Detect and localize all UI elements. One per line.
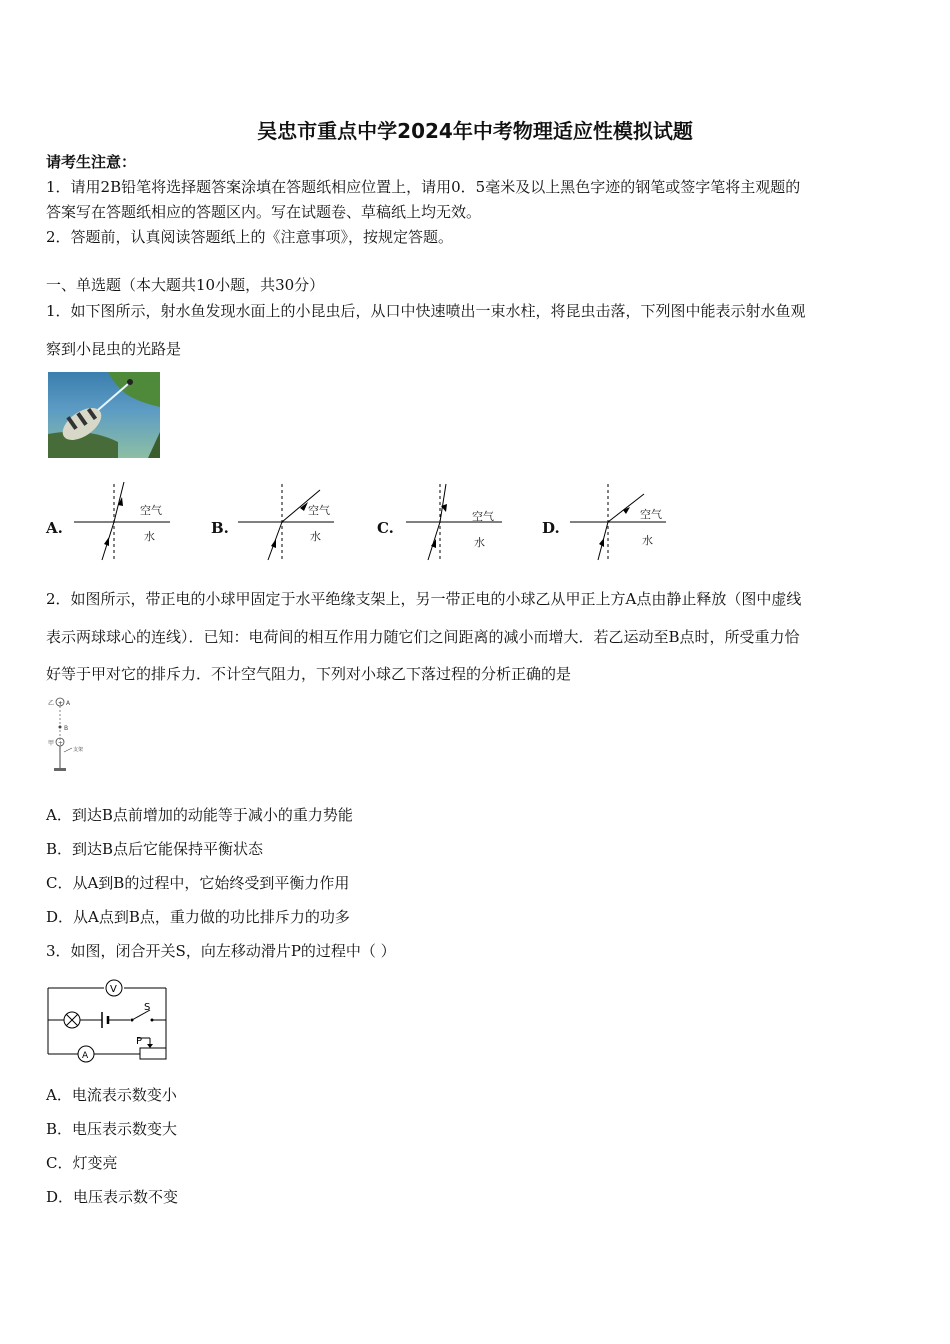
section-heading: 一、单选题（本大题共10小题，共30分） [46, 276, 325, 294]
air-label: 空气 [140, 504, 162, 517]
ball-yi-label: 乙 [48, 700, 55, 707]
archer-fish-photo [48, 372, 160, 458]
rheostat-icon [140, 1048, 166, 1059]
q2-stem-line-2: 表示两球球心的连线）．已知：电荷间的相互作用力随它们之间距离的减小而增大．若乙运动至B点时，所受重力恰 [46, 628, 800, 646]
q1-option-d-letter: D. [542, 519, 560, 537]
svg-text:+: + [58, 700, 64, 707]
q2-option-d: D．从A点到B点，重力做的功比排斥力的功多 [46, 908, 350, 926]
air-label: 空气 [308, 504, 330, 517]
ammeter-label: A [82, 1051, 89, 1061]
q2-option-a: A．到达B点前增加的动能等于减小的重力势能 [46, 806, 353, 824]
notice-item-1-line-2: 答案写在答题纸相应的答题区内。写在试题卷、草稿纸上均无效。 [46, 203, 482, 221]
water-label: 水 [642, 534, 653, 547]
q1-option-c-letter: C. [377, 519, 394, 537]
q1-option-b-letter: B. [211, 519, 229, 537]
q3-option-d: D．电压表示数不变 [46, 1188, 179, 1206]
q2-stem-line-1: 2．如图所示，带正电的小球甲固定于水平绝缘支架上，另一带正电的小球乙从甲正上方A点由静止释放（图中虚线 [46, 590, 802, 608]
support-label: 支架 [73, 747, 84, 753]
q3-option-c: C．灯变亮 [46, 1154, 118, 1172]
point-b-label: B [64, 725, 69, 732]
air-label: 空气 [472, 510, 494, 523]
q2-charged-balls-figure [46, 694, 96, 776]
q3-option-b: B．电压表示数变大 [46, 1120, 178, 1138]
notice-item-1-line-1: 1．请用2B铅笔将选择题答案涂填在答题纸相应位置上，请用0．5毫米及以上黑色字迹的钢笔或签字笔将主观题的 [46, 178, 801, 196]
q2-option-b: B．到达B点后它能保持平衡状态 [46, 840, 264, 858]
water-label: 水 [474, 536, 485, 549]
q3-circuit-diagram [44, 976, 172, 1064]
q1-option-d-diagram [568, 480, 668, 564]
q2-stem-line-3: 好等于甲对它的排斥力．不计空气阻力，下列对小球乙下落过程的分析正确的是 [46, 665, 572, 683]
notice-item-2: 2．答题前，认真阅读答题纸上的《注意事项》，按规定答题。 [46, 228, 454, 246]
q1-option-c-diagram [404, 480, 504, 564]
point-a-label: A [66, 700, 71, 707]
q1-option-a-diagram [72, 480, 172, 564]
svg-text:+: + [58, 740, 64, 747]
air-label: 空气 [640, 508, 662, 521]
q1-stem-line-2: 察到小昆虫的光路是 [46, 340, 182, 358]
water-label: 水 [144, 530, 155, 543]
q2-option-c: C．从A到B的过程中，它始终受到平衡力作用 [46, 874, 350, 892]
q3-option-a: A．电流表示数变小 [46, 1086, 177, 1104]
q1-option-a-letter: A. [46, 519, 63, 537]
switch-label: S [144, 1002, 151, 1013]
q1-option-b-diagram [236, 480, 336, 564]
water-label: 水 [310, 530, 321, 543]
page-title: 吴忠市重点中学2024年中考物理适应性模拟试题 [257, 119, 693, 143]
q3-stem: 3．如图，闭合开关S，向左移动滑片P的过程中（ ） [46, 942, 396, 960]
ball-jia-label: 甲 [48, 740, 55, 747]
notice-heading: 请考生注意： [46, 153, 137, 171]
voltmeter-label: V [110, 984, 117, 995]
q1-stem-line-1: 1．如下图所示，射水鱼发现水面上的小昆虫后，从口中快速喷出一束水柱，将昆虫击落，下列图中能表示射水鱼观 [46, 302, 806, 320]
slider-label: P [136, 1036, 143, 1047]
